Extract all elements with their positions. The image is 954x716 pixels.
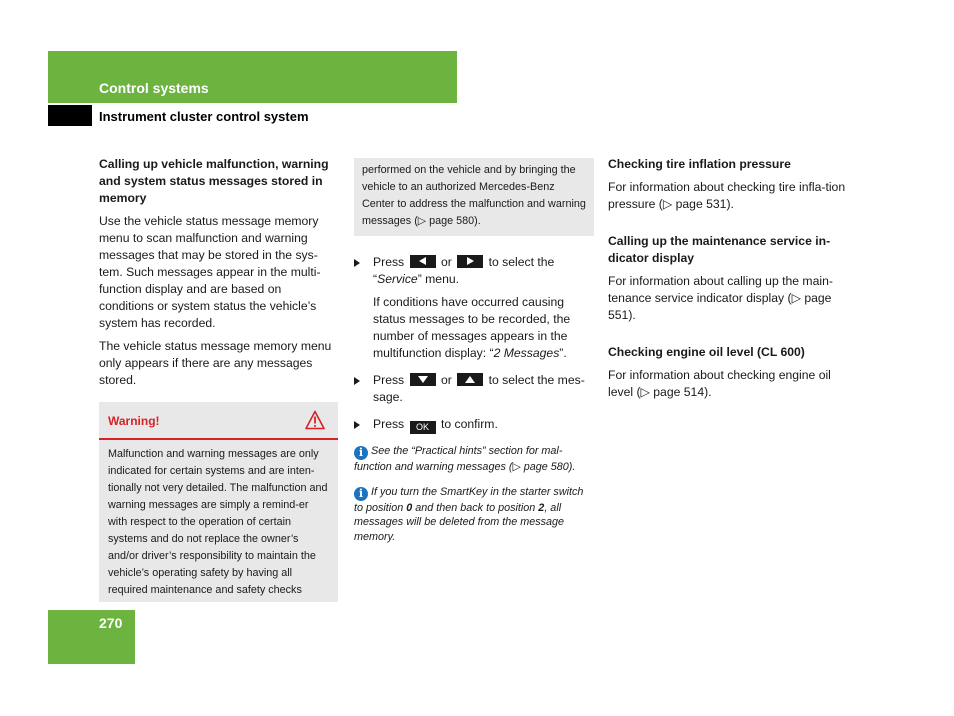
engine-oil-text: For information about checking engine oil level (▷ page 514). [608,368,831,399]
warning-label: Warning! [108,414,160,428]
tire-pressure-text: For information about checking tire infla-tion pressure (▷ page 531). [608,180,846,211]
right-arrow-key-icon [457,255,483,268]
maintenance-text: For information about calling up the main-tenance service indicator display (▷ page 551). [608,274,833,322]
info-note-smartkey: i If you turn the SmartKey in the starter switch to position 0 and then back to position 2, all messages will be deleted from the message memory. [354,485,584,543]
tire-pressure-heading: Checking tire inflation pressure [608,157,791,171]
info-note-practical-hints: i See the “Practical hints” section for mal-function and warning messages (▷ page 580). [354,445,576,473]
bullet-arrow-icon [354,377,360,385]
step-service-detail: If conditions have occurred causing status messages to be recorded, the number of messages appears in the multifunction display: “2 Messages”. [373,295,571,360]
bullet-arrow-icon [354,259,360,267]
page-number: 270 [99,615,123,631]
section-title: Control systems [99,80,209,96]
column-1 [99,156,339,389]
section-marker-tab [48,105,92,126]
ok-key-icon: OK [410,421,436,434]
step-confirm: Press OK to confirm. [354,416,594,434]
memory-paragraph-2: The vehicle status message memory menu only appears if there are any messages stored. [99,339,332,387]
maintenance-heading: Calling up the maintenance service in-dicator display [608,234,831,265]
subsection-title: Instrument cluster control system [99,109,309,124]
column-2 [354,158,594,544]
warning-triangle-icon [305,410,325,430]
down-arrow-key-icon [410,373,436,386]
bullet-arrow-icon [354,421,360,429]
memory-heading: Calling up vehicle malfunction, warning and system status messages stored in memory [99,157,329,205]
left-arrow-key-icon [410,255,436,268]
engine-oil-heading: Checking engine oil level (CL 600) [608,345,805,359]
warning-continuation-box: performed on the vehicle and by bringing the vehicle to an authorized Mercedes-Benz Center to address the malfunction and warning messages (▷ page 580). [354,158,594,236]
warning-text: Malfunction and warning messages are only indicated for certain systems and are inten-tionally not very detailed. The malfunction and warning messages are simply a remind-er with respect to the operation of certain systems and do not replace the owner’s and/or driver’s responsibility to maintain the vehicle’s operating safety by having all required maintenance and safety checks [108,448,328,596]
step-select-service: Press or to select the “Service” menu. [354,254,594,288]
up-arrow-key-icon [457,373,483,386]
info-icon: i [354,446,368,460]
column-3 [608,156,850,401]
warning-box [99,402,338,602]
warning-header [99,402,338,440]
info-icon: i [354,487,368,501]
memory-paragraph-1: Use the vehicle status message memory menu to scan malfunction and warning messages that may be stored in the sys-tem. Such messages appear in the multi-function display and are based on conditions or system status the vehicle’s system has recorded. [99,214,321,330]
step-select-message: Press or to select the mes-sage. [354,372,594,406]
